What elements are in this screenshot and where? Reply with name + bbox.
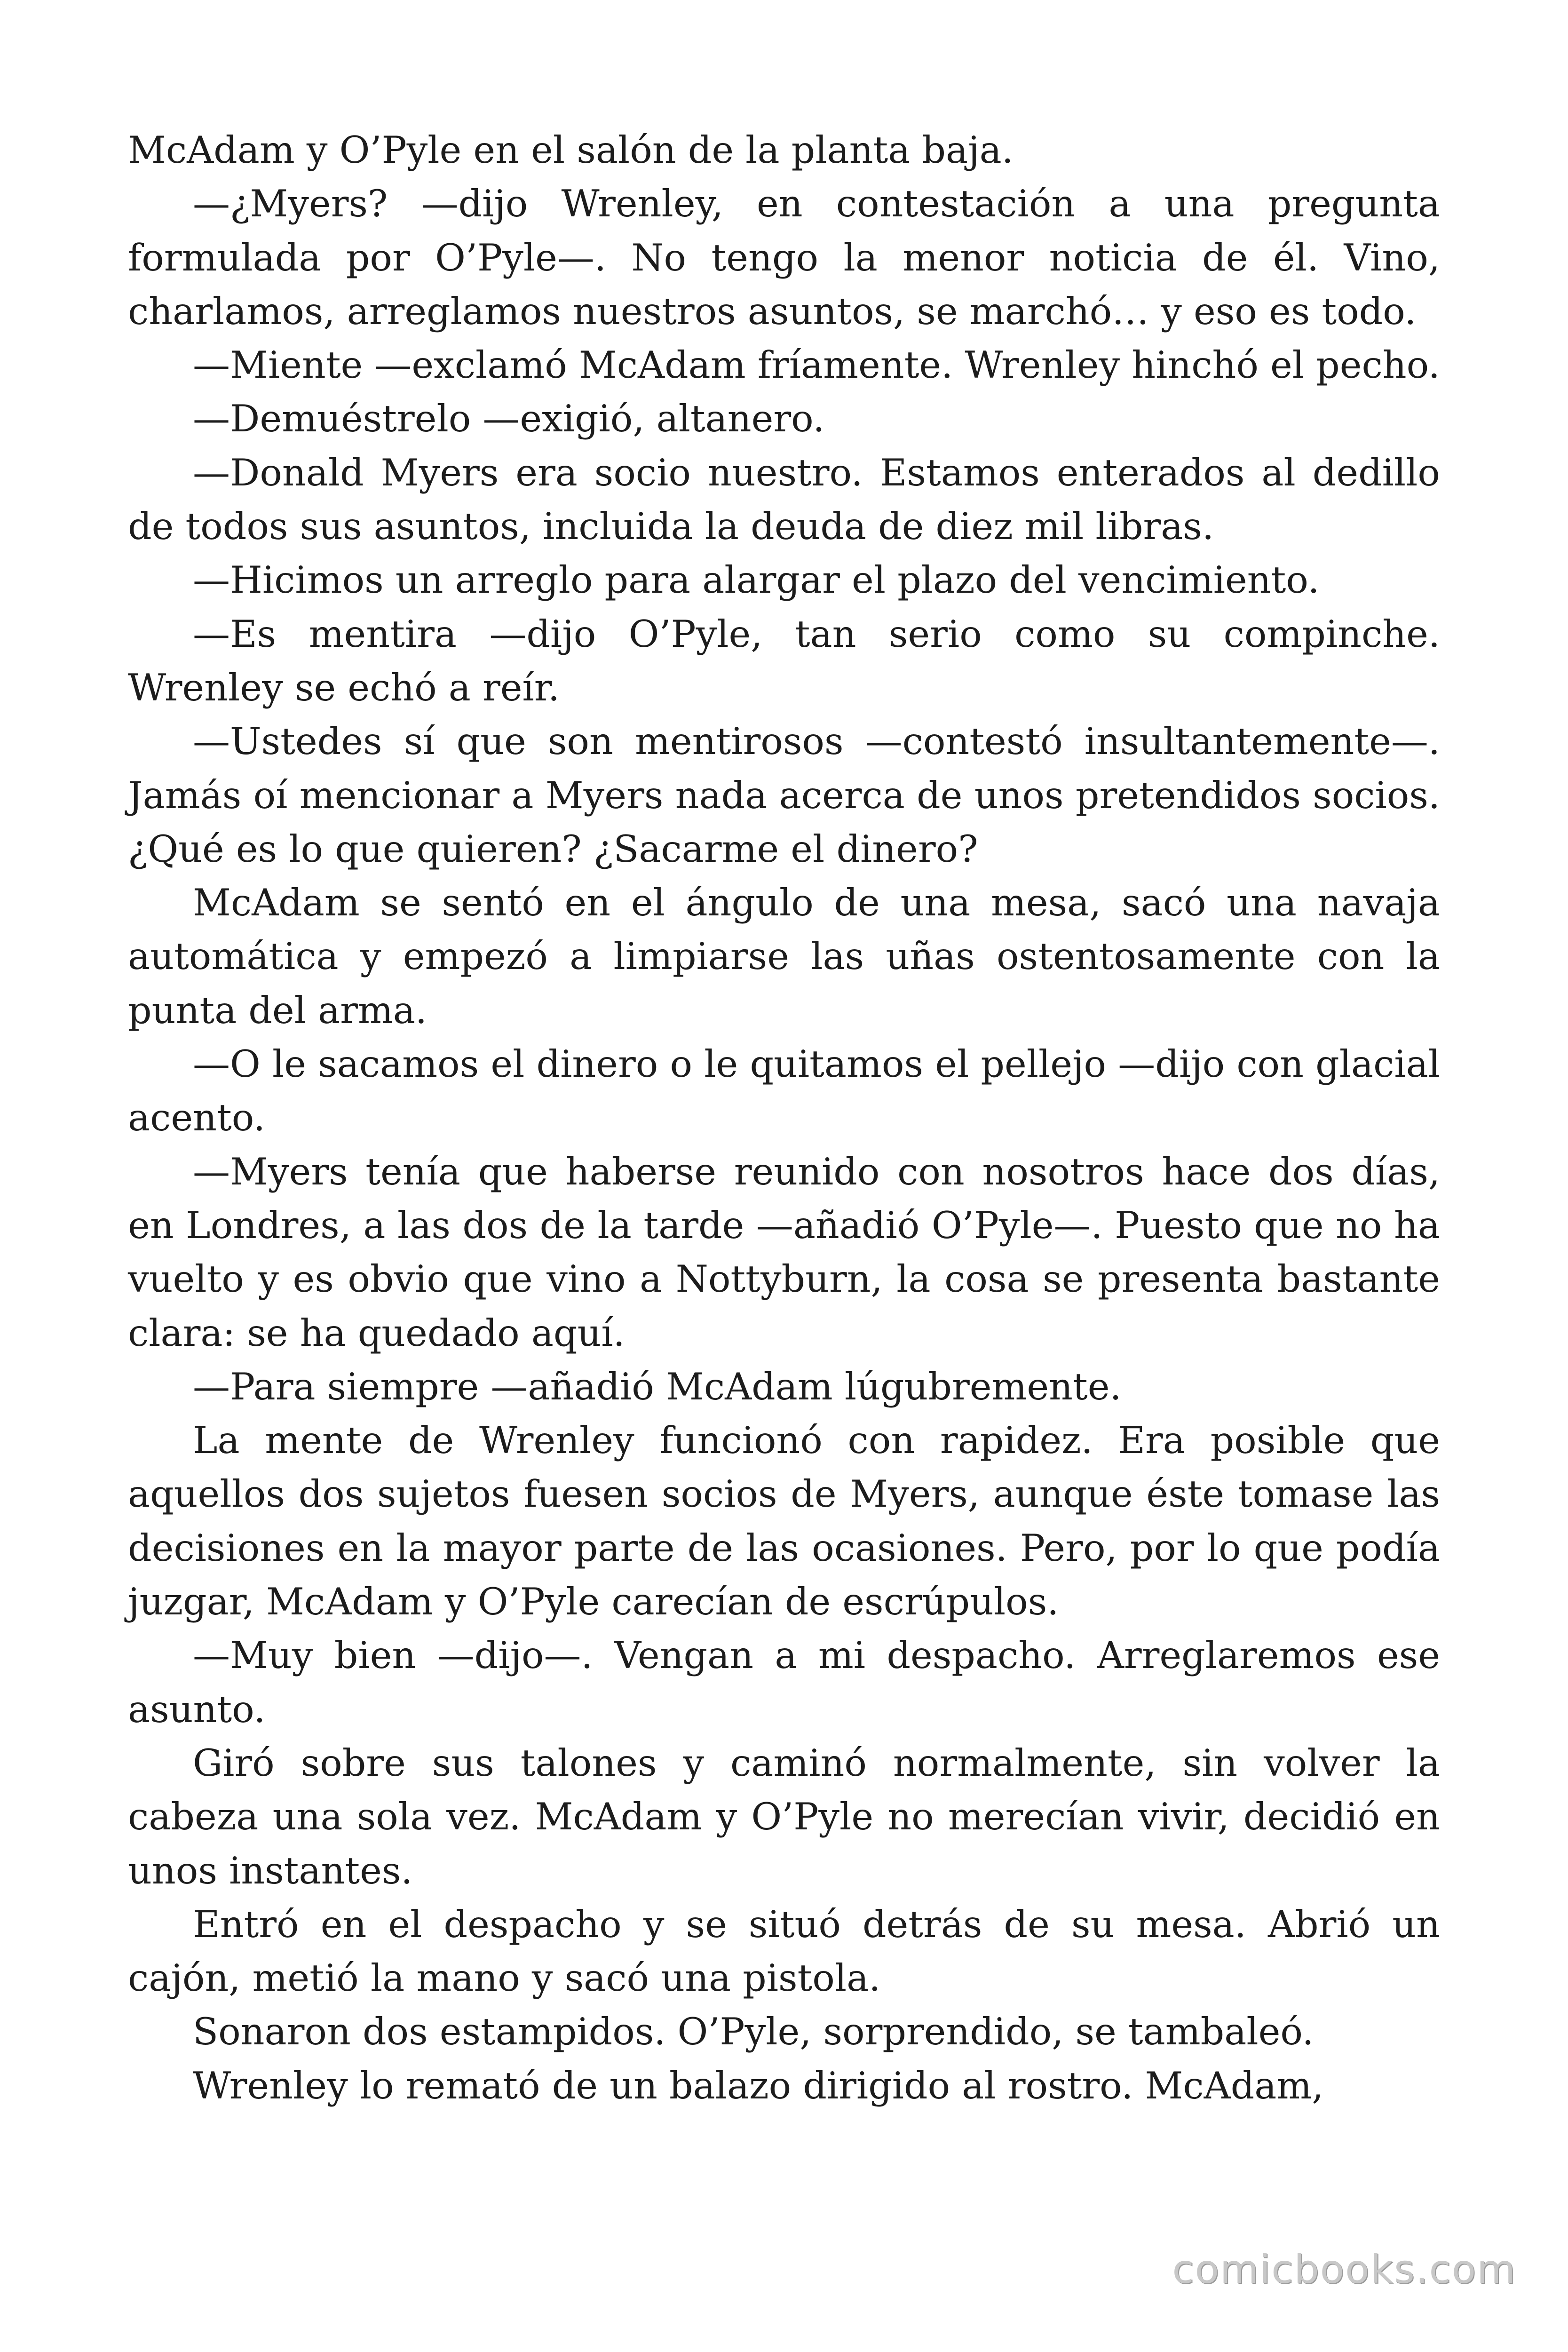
- paragraph-15: Giró sobre sus talones y caminó normalmente, sin volver la cabeza una sola vez. McAdam y O’Pyle no merecían vivir, decidió en unos instantes.: [128, 1741, 1440, 1892]
- watermark: comicbooks.com: [1172, 2246, 1516, 2292]
- paragraph-16: Entró en el despacho y se situó detrás de su mesa. Abrió un cajón, metió la mano y sacó una pistola.: [128, 1902, 1440, 2000]
- paragraph-4: —Demuéstrelo —exigió, altanero.: [193, 397, 825, 441]
- paragraph-5: —Donald Myers era socio nuestro. Estamos enterados al dedillo de todos sus asuntos, incluida la deuda de diez mil libras.: [128, 451, 1440, 548]
- paragraph-7: —Es mentira —dijo O’Pyle, tan serio como su compinche. Wrenley se echó a reír.: [128, 612, 1440, 709]
- paragraph-6: —Hicimos un arreglo para alargar el plazo del vencimiento.: [193, 558, 1320, 602]
- paragraph-2: —¿Myers? —dijo Wrenley, en contestación a una pregunta formulada por O’Pyle—. No tengo la menor noticia de él. Vino, charlamos, arreglamos nuestros asuntos, se marchó… y eso es todo.: [128, 182, 1440, 333]
- paragraph-11: —Myers tenía que haberse reunido con nosotros hace dos días, en Londres, a las dos de la tarde —añadió O’Pyle—. Puesto que no ha vuelto y es obvio que vino a Nottyburn, la cosa se presenta bastante clara: se ha quedado aquí.: [128, 1150, 1440, 1355]
- paragraph-12: —Para siempre —añadió McAdam lúgubremente.: [193, 1365, 1122, 1408]
- paragraph-8: —Ustedes sí que son mentirosos —contestó insultantemente—. Jamás oí mencionar a Myers nada acerca de unos pretendidos socios. ¿Qué es lo que quieren? ¿Sacarme el dinero?: [128, 720, 1440, 871]
- paragraph-9: McAdam se sentó en el ángulo de una mesa, sacó una navaja automática y empezó a limpiarse las uñas ostentosamente con la punta del arma.: [128, 881, 1440, 1032]
- paragraph-13: La mente de Wrenley funcionó con rapidez. Era posible que aquellos dos sujetos fuesen socios de Myers, aunque éste tomase las decisiones en la mayor parte de las ocasiones. Pero, por lo que podía juzgar, McAdam y O’Pyle carecían de escrúpulos.: [128, 1419, 1440, 1624]
- body-text: [128, 123, 1440, 2113]
- paragraph-1: McAdam y O’Pyle en el salón de la planta baja.: [128, 128, 1014, 172]
- paragraph-14: —Muy bien —dijo—. Vengan a mi despacho. Arreglaremos ese asunto.: [128, 1634, 1440, 1731]
- paragraph-18: Wrenley lo remató de un balazo dirigido al rostro. McAdam,: [193, 2064, 1324, 2107]
- paragraph-10: —O le sacamos el dinero o le quitamos el pellejo —dijo con glacial acento.: [128, 1042, 1440, 1140]
- paragraph-3: —Miente —exclamó McAdam fríamente. Wrenley hinchó el pecho.: [193, 343, 1440, 387]
- paragraph-17: Sonaron dos estampidos. O’Pyle, sorprendido, se tambaleó.: [193, 2010, 1314, 2054]
